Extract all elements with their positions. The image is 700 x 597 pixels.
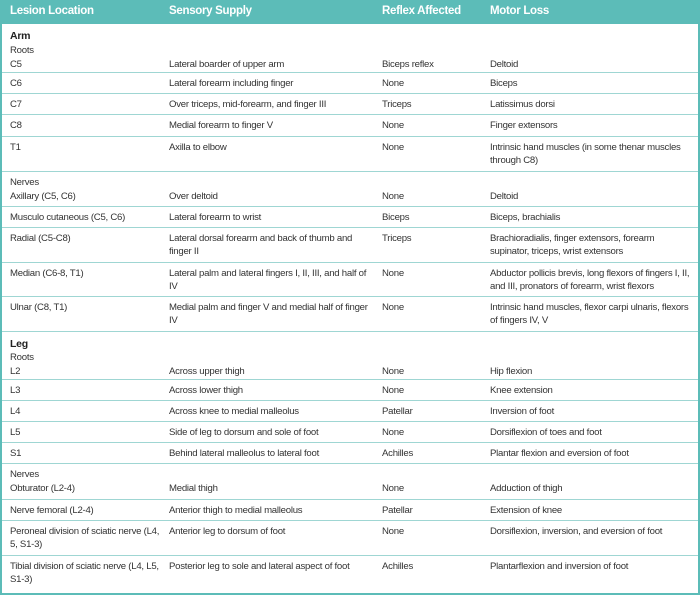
table-row [2,361,698,380]
table-row [2,521,698,556]
reflex-affected-cell: None [382,526,404,537]
motor-loss-cell: Adduction of thigh [490,483,563,494]
reflex-affected-cell: None [382,268,404,279]
motor-loss-cell: Abductor pollicis brevis, long flexors of fingers I, II, and III, pronators of forearm, wrist flexors [490,268,690,292]
table-row [2,478,698,500]
lesion-location-cell: S1 [10,448,22,459]
subsection-heading: Roots [10,352,34,363]
lesion-location-cell: C6 [10,78,22,89]
motor-loss-cell: Inversion of foot [490,406,555,417]
subsection-heading-row [2,464,698,478]
sensory-supply-cell: Lateral boarder of upper arm [169,59,285,70]
table-row [2,228,698,263]
motor-loss-cell: Intrinsic hand muscles, flexor carpi ulnaris, flexors of fingers IV, V [490,302,689,326]
lesion-location-cell: Ulnar (C8, T1) [10,302,68,313]
subsection-heading: Nerves [10,177,39,188]
sensory-supply-cell: Side of leg to dorsum and sole of foot [169,427,319,438]
sensory-supply-cell: Anterior leg to dorsum of foot [169,526,286,537]
reflex-affected-cell: None [382,366,404,377]
lesion-location-cell: Nerve femoral (L2-4) [10,505,94,516]
reflex-affected-cell: None [382,120,404,131]
table-body [2,24,698,592]
lesion-location-cell: L5 [10,427,21,438]
sensory-supply-cell: Across upper thigh [169,366,245,377]
reflex-affected-cell: None [382,483,404,494]
motor-loss-cell: Intrinsic hand muscles (in some thenar muscles through C8) [490,142,681,166]
table-row [2,422,698,443]
lesion-location-cell: C7 [10,99,22,110]
sensory-supply-cell: Axilla to elbow [169,142,227,153]
header-reflex-affected: Reflex Affected [382,5,461,17]
lesion-location-cell: Axillary (C5, C6) [10,191,76,202]
lesion-location-cell: L3 [10,385,21,396]
motor-loss-cell: Hip flexion [490,366,533,377]
motor-loss-cell: Deltoid [490,59,519,70]
reflex-affected-cell: None [382,302,404,313]
header-motor-loss: Motor Loss [490,5,549,17]
table-row [2,263,698,297]
section-heading-row [2,332,698,350]
reflex-affected-cell: None [382,427,404,438]
table-row [2,500,698,521]
section-heading: Leg [10,338,28,350]
reflex-affected-cell: Achilles [382,448,414,459]
table-row [2,297,698,332]
motor-loss-cell: Latissimus dorsi [490,99,555,110]
reflex-affected-cell: None [382,78,404,89]
motor-loss-cell: Biceps, brachialis [490,212,561,223]
subsection-heading-row [2,347,698,361]
motor-loss-cell: Extension of knee [490,505,563,516]
subsection-heading-row [2,40,698,54]
sensory-supply-cell: Medial palm and finger V and medial half of finger IV [169,302,368,326]
lesion-location-cell: Radial (C5-C8) [10,233,71,244]
lesion-location-cell: Musculo cutaneous (C5, C6) [10,212,126,223]
motor-loss-cell: Dorsiflexion of toes and foot [490,427,602,438]
sensory-supply-cell: Behind lateral malleolus to lateral foot [169,448,319,459]
lesion-location-cell: C5 [10,59,22,70]
reflex-affected-cell: Biceps [382,212,410,223]
motor-loss-cell: Brachioradialis, finger extensors, forearm supinator, triceps, wrist extensors [490,233,655,257]
reflex-affected-cell: Patellar [382,505,413,516]
table-row [2,556,698,592]
sensory-supply-cell: Lateral forearm including finger [169,78,294,89]
sensory-supply-cell: Over deltoid [169,191,218,202]
table-row [2,186,698,207]
motor-loss-cell: Finger extensors [490,120,558,131]
lesion-location-cell: Tibial division of sciatic nerve (L4, L5, S1-3) [10,561,159,585]
section-heading-row [2,24,698,40]
table-row [2,380,698,401]
lesion-location-cell: Obturator (L2-4) [10,483,75,494]
section-heading: Arm [10,30,31,42]
table-row [2,115,698,137]
table-header [2,0,698,24]
sensory-supply-cell: Across knee to medial malleolus [169,406,299,417]
reflex-affected-cell: Triceps [382,233,412,244]
table-row [2,443,698,464]
table-row [2,207,698,228]
sensory-supply-cell: Across lower thigh [169,385,243,396]
reflex-affected-cell: Biceps reflex [382,59,434,70]
sensory-supply-cell: Medial forearm to finger V [169,120,273,131]
table-row [2,94,698,115]
subsection-heading-row [2,172,698,186]
lesion-location-cell: T1 [10,142,21,153]
motor-loss-cell: Biceps [490,78,518,89]
reflex-affected-cell: Triceps [382,99,412,110]
sensory-supply-cell: Medial thigh [169,483,218,494]
sensory-supply-cell: Over triceps, mid-forearm, and finger III [169,99,327,110]
sensory-supply-cell: Anterior thigh to medial malleolus [169,505,303,516]
sensory-supply-cell: Lateral palm and lateral fingers I, II, III, and half of IV [169,268,367,292]
table-row [2,73,698,94]
reflex-affected-cell: None [382,191,404,202]
reflex-affected-cell: Achilles [382,561,414,572]
table-row [2,54,698,73]
sensory-supply-cell: Lateral dorsal forearm and back of thumb and finger II [169,233,353,257]
motor-loss-cell: Dorsiflexion, inversion, and eversion of foot [490,526,663,537]
header-sensory-supply: Sensory Supply [169,5,252,17]
sensory-supply-cell: Posterior leg to sole and lateral aspect of foot [169,561,350,572]
sensory-supply-cell: Lateral forearm to wrist [169,212,262,223]
motor-loss-cell: Plantar flexion and eversion of foot [490,448,629,459]
lesion-location-cell: L4 [10,406,21,417]
reflex-affected-cell: None [382,385,404,396]
subsection-heading: Nerves [10,469,39,480]
header-lesion-location: Lesion Location [10,5,94,17]
subsection-heading: Roots [10,45,34,56]
lesion-location-cell: L2 [10,366,21,377]
motor-loss-cell: Plantarflexion and inversion of foot [490,561,629,572]
lesion-location-cell: C8 [10,120,22,131]
lesion-location-cell: Median (C6-8, T1) [10,268,84,279]
table-row [2,401,698,422]
motor-loss-cell: Knee extension [490,385,553,396]
reflex-affected-cell: None [382,142,404,153]
motor-loss-cell: Deltoid [490,191,519,202]
table-row [2,137,698,172]
reflex-affected-cell: Patellar [382,406,413,417]
lesion-location-cell: Peroneal division of sciatic nerve (L4, 5, S1-3) [10,526,160,550]
